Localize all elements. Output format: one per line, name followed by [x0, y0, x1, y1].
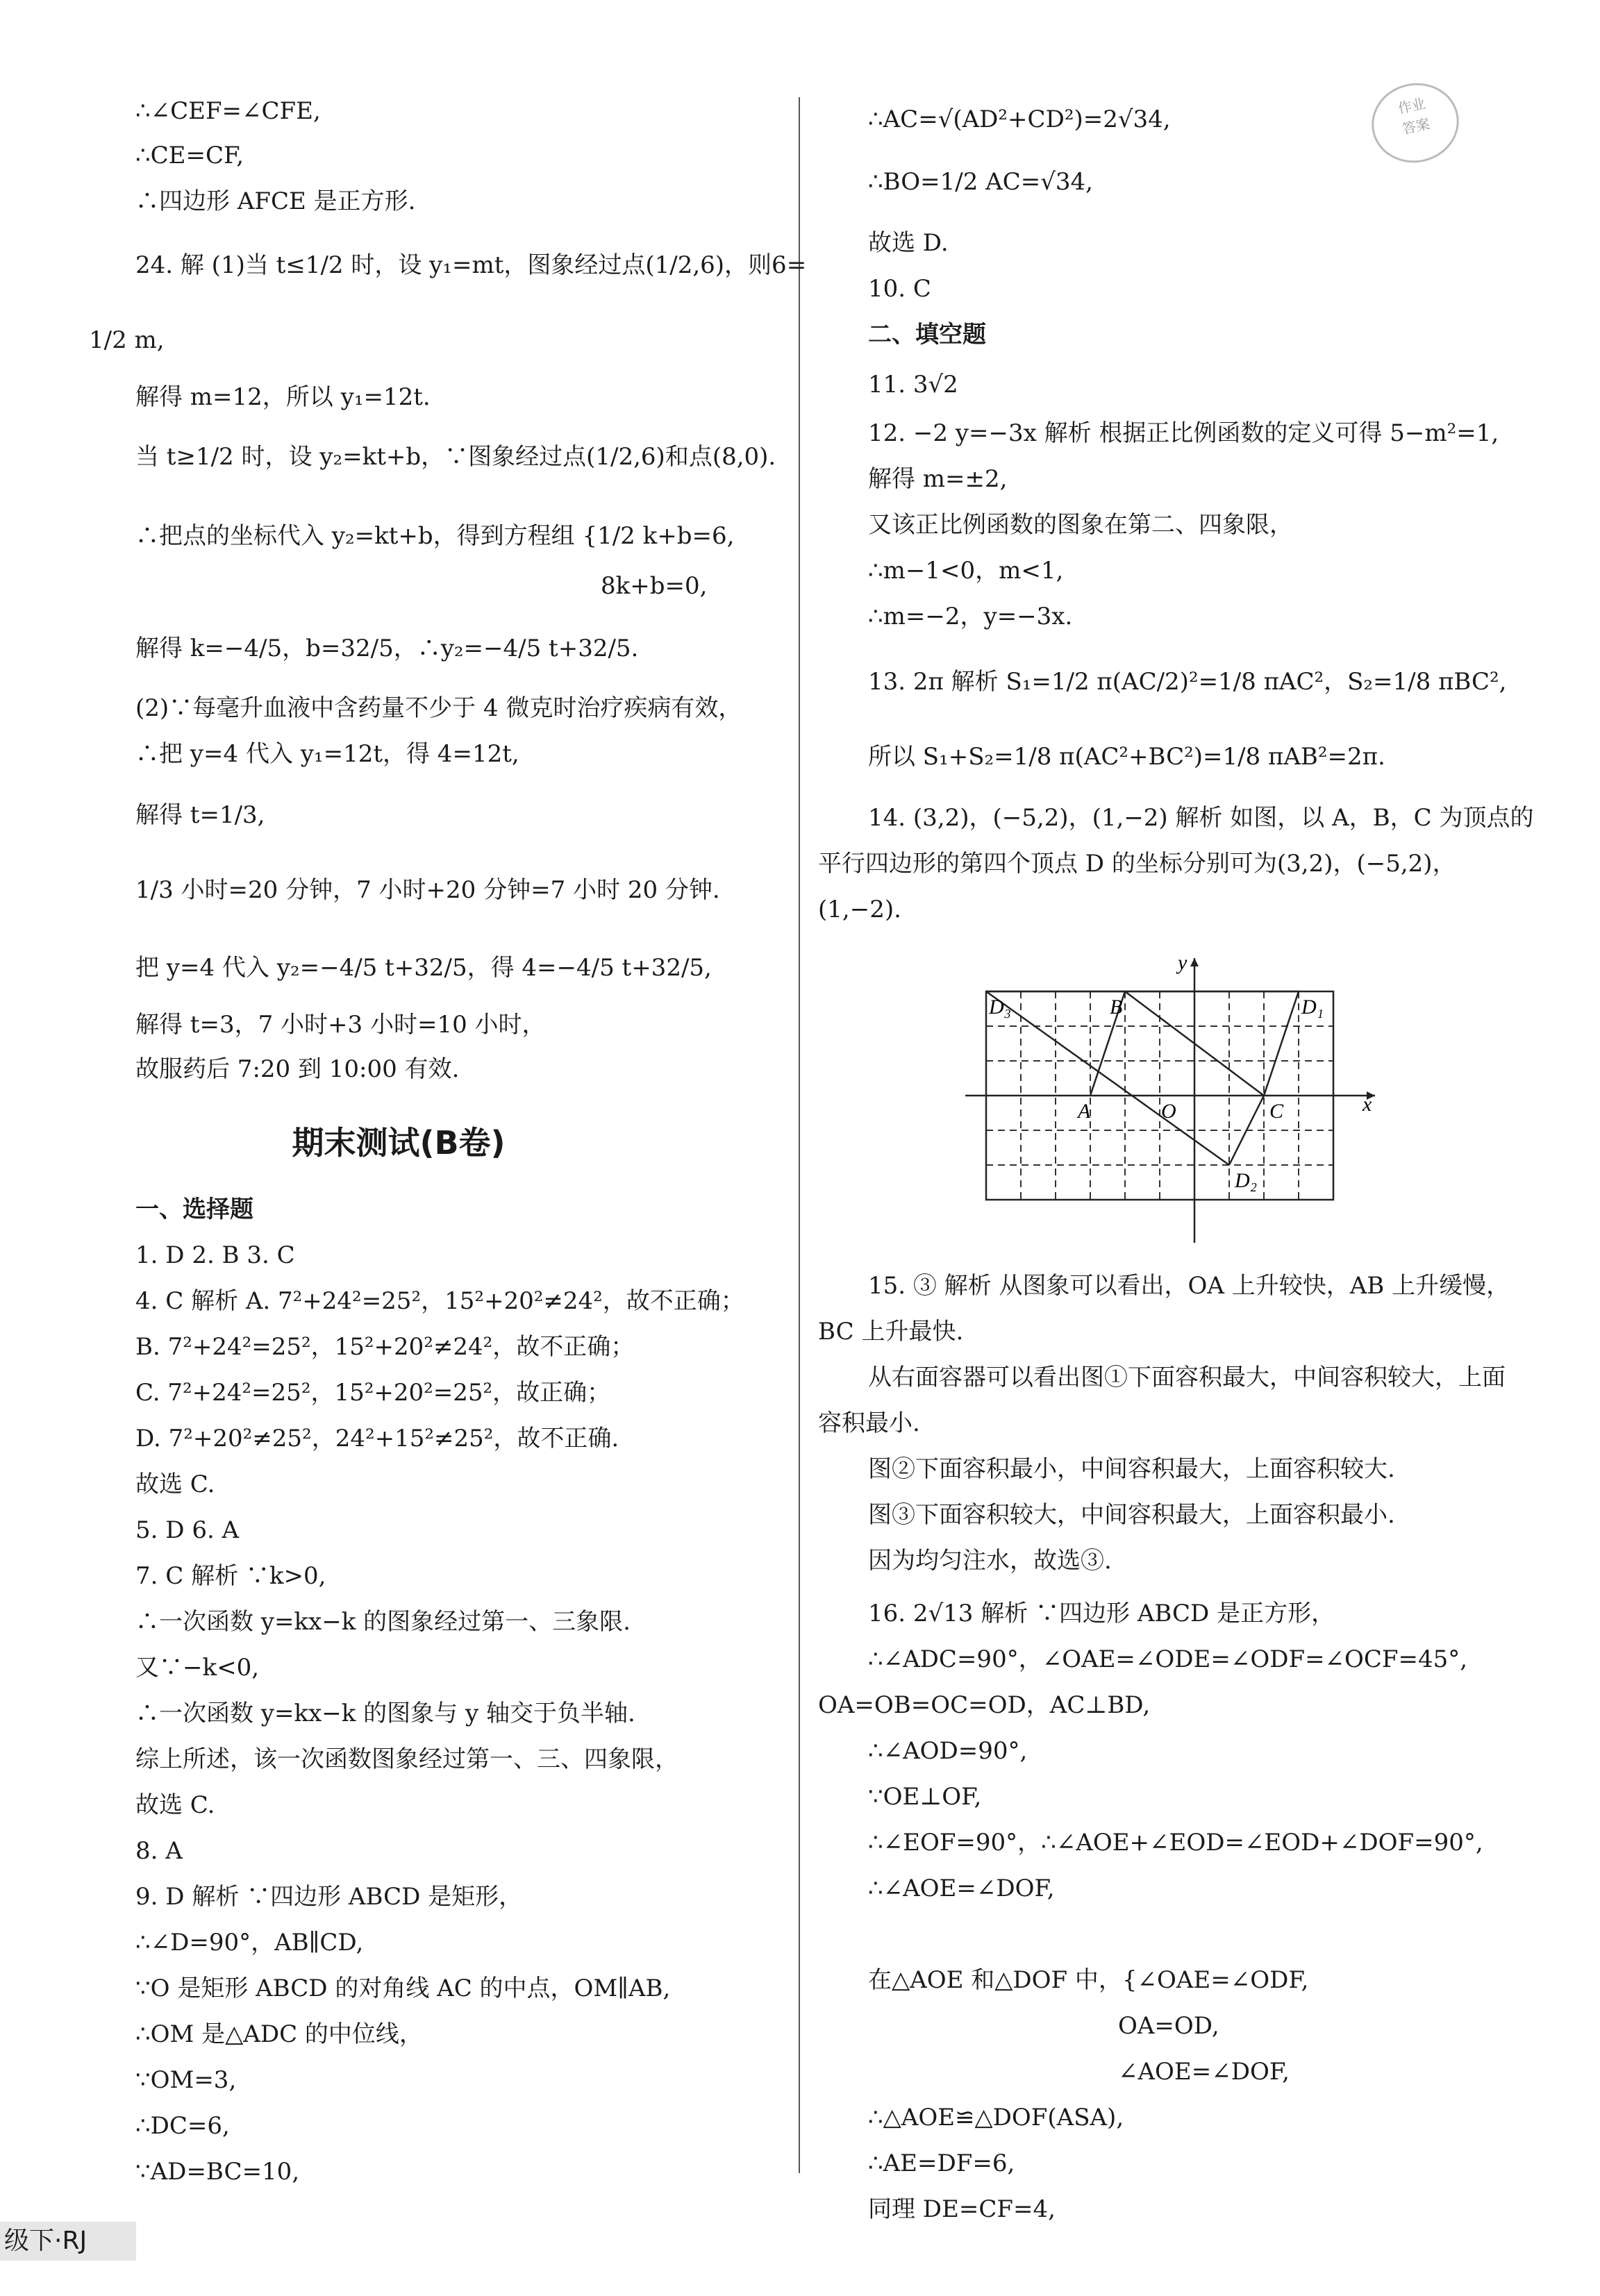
text-line: C. 7²+24²=25²，15²+20²=25²，故正确；	[135, 1379, 611, 1407]
text-line: 所以 S₁+S₂=1/8 π(AC²+BC²)=1/8 πAB²=2π.	[868, 743, 1385, 771]
x-axis-label: x	[1362, 1093, 1372, 1116]
text-line: 综上所述，该一次函数图象经过第一、三、四象限，	[135, 1745, 678, 1773]
text-line: ∴AC=√(AD²+CD²)=2√34,	[868, 106, 1171, 133]
text-line: 7. C 解析 ∵k>0,	[135, 1562, 326, 1590]
text-line: B. 7²+24²=25²，15²+20²≠24²，故不正确；	[135, 1333, 635, 1361]
text-line: ∴m=−2，y=−3x.	[868, 603, 1073, 630]
text-line: 又∵−k<0,	[135, 1654, 260, 1682]
text-line: 13. 2π 解析 S₁=1/2 π(AC/2)²=1/8 πAC²，S₂=1/8 πBC²,	[868, 668, 1507, 696]
text-line: 同理 DE=CF=4,	[868, 2195, 1056, 2223]
coordinate-figure	[958, 951, 1389, 1250]
text-line: ∴DC=6,	[135, 2112, 230, 2140]
text-line: 1/3 小时=20 分钟，7 小时+20 分钟=7 小时 20 分钟.	[135, 876, 720, 904]
parallelogram-lines	[986, 991, 1299, 1165]
text-line: 解得 k=−4/5，b=32/5，∴y₂=−4/5 t+32/5.	[135, 635, 639, 662]
text-line: 12. −2 y=−3x 解析 根据正比例函数的定义可得 5−m²=1,	[868, 419, 1499, 447]
heading-fill: 二、填空题	[868, 321, 986, 349]
stamp-line2: 答案	[1400, 115, 1432, 137]
text-line: 图②下面容积最小，中间容积最大，上面容积较大.	[868, 1455, 1395, 1483]
text-line: ∴OM 是△ADC 的中位线，	[135, 2020, 423, 2048]
text-line: ∴∠CEF=∠CFE,	[135, 97, 321, 125]
page-footer: 级下·RJ	[0, 2222, 136, 2261]
text-line: 解得 m=12，所以 y₁=12t.	[135, 383, 431, 411]
text-line: ∴∠AOE=∠DOF,	[868, 1875, 1055, 1902]
text-line: 8. A	[135, 1837, 183, 1865]
text-line: 平行四边形的第四个顶点 D 的坐标分别可为(3,2)，(−5,2)，	[818, 850, 1456, 878]
text-line: 8k+b=0,	[601, 572, 708, 600]
text-line: 在△AOE 和△DOF 中，{∠OAE=∠ODF,	[868, 1966, 1309, 1994]
text-line: 故选 C.	[135, 1791, 215, 1819]
text-line: 容积最小.	[818, 1409, 920, 1437]
text-line: ∴把点的坐标代入 y₂=kt+b，得到方程组 {1/2 k+b=6,	[135, 522, 735, 550]
text-line: ∴一次函数 y=kx−k 的图象经过第一、三象限.	[135, 1608, 631, 1636]
text-line: 4. C 解析 A. 7²+24²=25²，15²+20²≠24²，故不正确；	[135, 1287, 744, 1315]
heading-choice: 一、选择题	[135, 1196, 253, 1223]
text-line: ∴BO=1/2 AC=√34,	[868, 168, 1093, 196]
text-line: ∵O 是矩形 ABCD 的对角线 AC 的中点，OM∥AB,	[135, 1975, 671, 2002]
text-line: ∠AOE=∠DOF,	[1118, 2058, 1290, 2086]
text-line: 15. ③ 解析 从图象可以看出，OA 上升较快，AB 上升缓慢，	[868, 1272, 1510, 1300]
section-title: 期末测试(B卷)	[292, 1124, 506, 1162]
text-line: 5. D 6. A	[135, 1516, 240, 1544]
text-line: 1/2 m,	[89, 326, 165, 354]
column-divider	[799, 97, 800, 2173]
text-line: 14. (3,2)，(−5,2)，(1,−2) 解析 如图，以 A，B，C 为顶点的	[868, 804, 1534, 832]
text-line: 从右面容器可以看出图①下面容积最大，中间容积较大，上面	[868, 1364, 1506, 1391]
text-line: ∴四边形 AFCE 是正方形.	[135, 187, 416, 215]
text-line: 16. 2√13 解析 ∵四边形 ABCD 是正方形，	[868, 1600, 1335, 1627]
text-line: OA=OB=OC=OD，AC⊥BD,	[818, 1691, 1151, 1719]
text-line: D. 7²+20²≠25²，24²+15²≠25²，故不正确.	[135, 1425, 619, 1452]
text-line: 故服药后 7:20 到 10:00 有效.	[135, 1055, 460, 1083]
text-line: 因为均匀注水，故选③.	[868, 1547, 1112, 1575]
text-line: 故选 D.	[868, 229, 949, 257]
text-line: 10. C	[868, 275, 931, 303]
label-C: C	[1269, 1100, 1284, 1123]
text-line: ∵AD=BC=10,	[135, 2158, 300, 2186]
y-axis-arrow	[1190, 958, 1199, 966]
text-line: ∴△AOE≌△DOF(ASA),	[868, 2104, 1124, 2131]
text-line: 图③下面容积较大，中间容积最大，上面容积最小.	[868, 1501, 1395, 1529]
text-line: 解得 m=±2,	[868, 465, 1008, 493]
text-line: 解得 t=3，7 小时+3 小时=10 小时，	[135, 1011, 546, 1039]
text-line: BC 上升最快.	[818, 1318, 964, 1346]
text-line: ∴∠ADC=90°，∠OAE=∠ODE=∠ODF=∠OCF=45°,	[868, 1645, 1468, 1673]
label-B: B	[1110, 996, 1123, 1019]
text-line: ∴∠EOF=90°，∴∠AOE+∠EOD=∠EOD+∠DOF=90°,	[868, 1829, 1483, 1857]
text-line: (2)∵每毫升血液中含药量不少于 4 微克时治疗疾病有效，	[135, 694, 742, 722]
text-line: ∴把 y=4 代入 y₁=12t，得 4=12t,	[135, 740, 519, 768]
text-line: ∴AE=DF=6,	[868, 2150, 1015, 2177]
watermark-stamp	[1365, 75, 1467, 171]
text-line: (1,−2).	[818, 896, 901, 923]
text-line: ∴∠D=90°，AB∥CD,	[135, 1929, 364, 1956]
text-line: ∴一次函数 y=kx−k 的图象与 y 轴交于负半轴.	[135, 1700, 635, 1727]
label-D2: D₂	[1235, 1169, 1258, 1192]
text-line: ∴∠AOD=90°,	[868, 1737, 1028, 1765]
text-line: 9. D 解析 ∵四边形 ABCD 是矩形，	[135, 1883, 523, 1911]
label-O: O	[1161, 1100, 1176, 1123]
stamp-line1: 作业	[1396, 94, 1427, 117]
text-line: 又该正比例函数的图象在第二、四象限，	[868, 511, 1293, 539]
text-line: 当 t≥1/2 时，设 y₂=kt+b，∵图象经过点(1/2,6)和点(8,0).	[135, 443, 776, 471]
label-D3: D₃	[989, 996, 1012, 1019]
problem-24: 24. 解 (1)当 t≤1/2 时，设 y₁=mt，图象经过点(1/2,6)，则6=	[135, 251, 807, 279]
text-line: 1. D 2. B 3. C	[135, 1241, 295, 1269]
y-axis-label: y	[1178, 951, 1188, 974]
text-line: 把 y=4 代入 y₂=−4/5 t+32/5，得 4=−4/5 t+32/5,	[135, 954, 712, 982]
text-line: ∵OE⊥OF,	[868, 1783, 982, 1811]
text-line: OA=OD,	[1118, 2012, 1219, 2040]
text-line: ∵OM=3,	[135, 2066, 237, 2094]
text-line: 解得 t=1/3,	[135, 801, 265, 829]
text-line: 故选 C.	[135, 1470, 215, 1498]
text-line: ∴m−1<0，m<1,	[868, 557, 1064, 585]
label-D1: D₁	[1301, 996, 1324, 1019]
text-line: 11. 3√2	[868, 371, 958, 399]
text-line: ∴CE=CF,	[135, 142, 244, 169]
label-A: A	[1078, 1100, 1091, 1123]
